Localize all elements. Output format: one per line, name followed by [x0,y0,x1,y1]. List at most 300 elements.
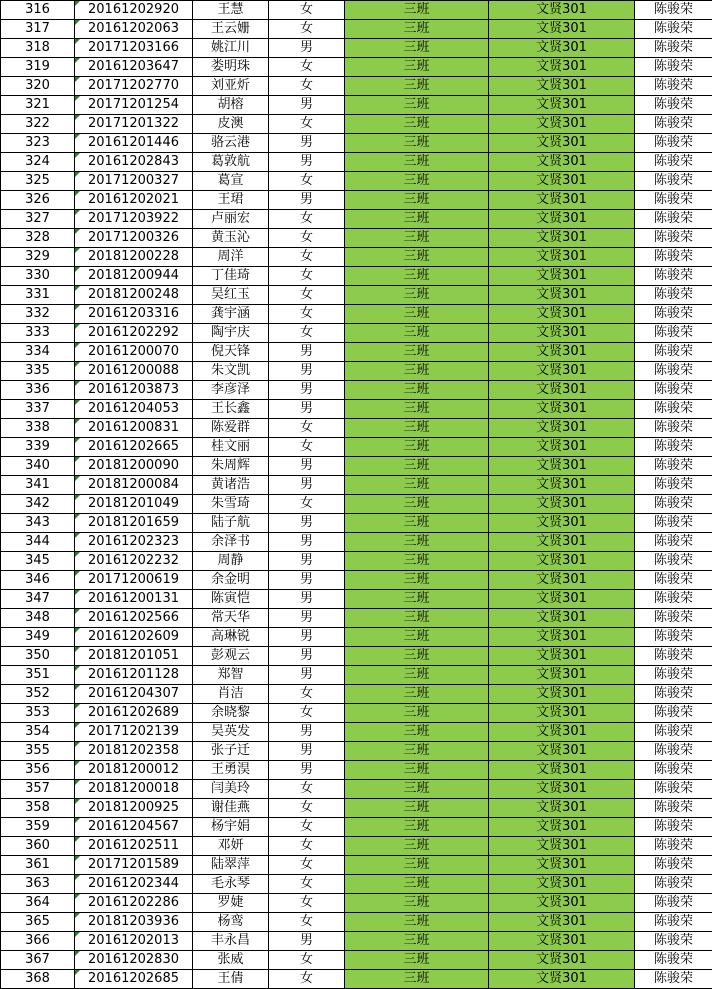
table-row[interactable] [1,647,712,666]
student-name-cell[interactable]: 王慧 [193,1,269,20]
classroom-cell[interactable]: 文贤301 [489,932,635,951]
student-id-cell[interactable]: 20161200088 [75,362,193,381]
classroom-cell[interactable]: 文贤301 [489,647,635,666]
row-number-cell[interactable]: 356 [1,761,75,780]
classroom-cell[interactable]: 文贤301 [489,248,635,267]
teacher-name-cell[interactable]: 陈骏荣 [635,248,712,267]
student-name-cell[interactable]: 娄明珠 [193,58,269,77]
student-name-cell[interactable]: 朱文凯 [193,362,269,381]
table-row[interactable] [1,894,712,913]
gender-cell[interactable]: 男 [269,476,345,495]
teacher-name-cell[interactable]: 陈骏荣 [635,115,712,134]
gender-cell[interactable]: 女 [269,419,345,438]
class-name-cell[interactable]: 三班 [345,229,489,248]
table-row[interactable] [1,476,712,495]
row-number-cell[interactable]: 360 [1,837,75,856]
student-name-cell[interactable]: 龚宇涵 [193,305,269,324]
class-name-cell[interactable]: 三班 [345,856,489,875]
class-name-cell[interactable]: 三班 [345,210,489,229]
classroom-cell[interactable]: 文贤301 [489,20,635,39]
table-row[interactable] [1,134,712,153]
classroom-cell[interactable]: 文贤301 [489,875,635,894]
teacher-name-cell[interactable]: 陈骏荣 [635,134,712,153]
student-name-cell[interactable]: 卢丽宏 [193,210,269,229]
row-number-cell[interactable]: 321 [1,96,75,115]
table-row[interactable] [1,495,712,514]
gender-cell[interactable]: 女 [269,685,345,704]
table-row[interactable] [1,39,712,58]
table-row[interactable] [1,742,712,761]
student-id-cell[interactable]: 20161202344 [75,875,193,894]
gender-cell[interactable]: 女 [269,780,345,799]
student-id-cell[interactable]: 20181200248 [75,286,193,305]
gender-cell[interactable]: 女 [269,248,345,267]
class-name-cell[interactable]: 三班 [345,970,489,989]
gender-cell[interactable]: 男 [269,932,345,951]
class-name-cell[interactable]: 三班 [345,343,489,362]
teacher-name-cell[interactable]: 陈骏荣 [635,837,712,856]
teacher-name-cell[interactable]: 陈骏荣 [635,153,712,172]
class-name-cell[interactable]: 三班 [345,647,489,666]
table-row[interactable] [1,970,712,989]
row-number-cell[interactable]: 357 [1,780,75,799]
table-row[interactable] [1,381,712,400]
student-name-cell[interactable]: 王珺 [193,191,269,210]
gender-cell[interactable]: 女 [269,495,345,514]
student-name-cell[interactable]: 余金明 [193,571,269,590]
class-name-cell[interactable]: 三班 [345,704,489,723]
class-name-cell[interactable]: 三班 [345,818,489,837]
gender-cell[interactable]: 男 [269,343,345,362]
teacher-name-cell[interactable]: 陈骏荣 [635,267,712,286]
table-row[interactable] [1,666,712,685]
teacher-name-cell[interactable]: 陈骏荣 [635,419,712,438]
row-number-cell[interactable]: 343 [1,514,75,533]
classroom-cell[interactable]: 文贤301 [489,590,635,609]
row-number-cell[interactable]: 327 [1,210,75,229]
class-name-cell[interactable]: 三班 [345,20,489,39]
classroom-cell[interactable]: 文贤301 [489,438,635,457]
student-name-cell[interactable]: 朱雪琦 [193,495,269,514]
row-number-cell[interactable]: 340 [1,457,75,476]
class-name-cell[interactable]: 三班 [345,172,489,191]
student-id-cell[interactable]: 20161200070 [75,343,193,362]
row-number-cell[interactable]: 320 [1,77,75,96]
class-name-cell[interactable]: 三班 [345,1,489,20]
student-id-cell[interactable]: 20161203316 [75,305,193,324]
row-number-cell[interactable]: 346 [1,571,75,590]
classroom-cell[interactable]: 文贤301 [489,685,635,704]
gender-cell[interactable]: 男 [269,742,345,761]
gender-cell[interactable]: 女 [269,324,345,343]
student-id-cell[interactable]: 20161202323 [75,533,193,552]
gender-cell[interactable]: 女 [269,229,345,248]
student-name-cell[interactable]: 周静 [193,552,269,571]
student-name-cell[interactable]: 黄诸浩 [193,476,269,495]
student-id-cell[interactable]: 20181203936 [75,913,193,932]
gender-cell[interactable]: 男 [269,609,345,628]
class-name-cell[interactable]: 三班 [345,609,489,628]
teacher-name-cell[interactable]: 陈骏荣 [635,77,712,96]
classroom-cell[interactable]: 文贤301 [489,362,635,381]
classroom-cell[interactable]: 文贤301 [489,153,635,172]
classroom-cell[interactable]: 文贤301 [489,818,635,837]
student-name-cell[interactable]: 姚江川 [193,39,269,58]
gender-cell[interactable]: 男 [269,134,345,153]
row-number-cell[interactable]: 318 [1,39,75,58]
student-id-cell[interactable]: 20171203922 [75,210,193,229]
teacher-name-cell[interactable]: 陈骏荣 [635,20,712,39]
classroom-cell[interactable]: 文贤301 [489,286,635,305]
class-name-cell[interactable]: 三班 [345,590,489,609]
teacher-name-cell[interactable]: 陈骏荣 [635,210,712,229]
class-name-cell[interactable]: 三班 [345,875,489,894]
classroom-cell[interactable]: 文贤301 [489,894,635,913]
gender-cell[interactable]: 男 [269,514,345,533]
row-number-cell[interactable]: 322 [1,115,75,134]
student-id-cell[interactable]: 20161202685 [75,970,193,989]
table-row[interactable] [1,761,712,780]
student-id-cell[interactable]: 20181202358 [75,742,193,761]
student-id-cell[interactable]: 20161202063 [75,20,193,39]
gender-cell[interactable]: 女 [269,267,345,286]
student-name-cell[interactable]: 闫美玲 [193,780,269,799]
table-row[interactable] [1,875,712,894]
table-row[interactable] [1,172,712,191]
student-id-cell[interactable]: 20171201589 [75,856,193,875]
gender-cell[interactable]: 男 [269,723,345,742]
row-number-cell[interactable]: 344 [1,533,75,552]
teacher-name-cell[interactable]: 陈骏荣 [635,476,712,495]
student-id-cell[interactable]: 20161202830 [75,951,193,970]
table-row[interactable] [1,628,712,647]
table-row[interactable] [1,704,712,723]
teacher-name-cell[interactable]: 陈骏荣 [635,571,712,590]
classroom-cell[interactable]: 文贤301 [489,856,635,875]
student-id-cell[interactable]: 20161202665 [75,438,193,457]
row-number-cell[interactable]: 328 [1,229,75,248]
row-number-cell[interactable]: 347 [1,590,75,609]
teacher-name-cell[interactable]: 陈骏荣 [635,438,712,457]
row-number-cell[interactable]: 334 [1,343,75,362]
gender-cell[interactable]: 女 [269,704,345,723]
table-row[interactable] [1,77,712,96]
student-name-cell[interactable]: 吴英发 [193,723,269,742]
row-number-cell[interactable]: 316 [1,1,75,20]
class-name-cell[interactable]: 三班 [345,305,489,324]
classroom-cell[interactable]: 文贤301 [489,476,635,495]
table-row[interactable] [1,286,712,305]
classroom-cell[interactable]: 文贤301 [489,96,635,115]
classroom-cell[interactable]: 文贤301 [489,533,635,552]
table-row[interactable] [1,552,712,571]
classroom-cell[interactable]: 文贤301 [489,951,635,970]
student-id-cell[interactable]: 20171200619 [75,571,193,590]
student-id-cell[interactable]: 20181200012 [75,761,193,780]
student-id-cell[interactable]: 20181201659 [75,514,193,533]
class-name-cell[interactable]: 三班 [345,533,489,552]
student-id-cell[interactable]: 20161202292 [75,324,193,343]
teacher-name-cell[interactable]: 陈骏荣 [635,970,712,989]
row-number-cell[interactable]: 350 [1,647,75,666]
class-name-cell[interactable]: 三班 [345,324,489,343]
student-name-cell[interactable]: 周洋 [193,248,269,267]
gender-cell[interactable]: 女 [269,951,345,970]
class-name-cell[interactable]: 三班 [345,932,489,951]
student-id-cell[interactable]: 20181200084 [75,476,193,495]
class-name-cell[interactable]: 三班 [345,628,489,647]
student-name-cell[interactable]: 王勇淏 [193,761,269,780]
teacher-name-cell[interactable]: 陈骏荣 [635,172,712,191]
row-number-cell[interactable]: 341 [1,476,75,495]
student-name-cell[interactable]: 张子迁 [193,742,269,761]
row-number-cell[interactable]: 366 [1,932,75,951]
student-id-cell[interactable]: 20171201254 [75,96,193,115]
teacher-name-cell[interactable]: 陈骏荣 [635,666,712,685]
table-row[interactable] [1,590,712,609]
row-number-cell[interactable]: 355 [1,742,75,761]
classroom-cell[interactable]: 文贤301 [489,704,635,723]
table-row[interactable] [1,305,712,324]
table-row[interactable] [1,780,712,799]
row-number-cell[interactable]: 359 [1,818,75,837]
student-id-cell[interactable]: 20181201051 [75,647,193,666]
teacher-name-cell[interactable]: 陈骏荣 [635,191,712,210]
table-row[interactable] [1,153,712,172]
classroom-cell[interactable]: 文贤301 [489,609,635,628]
gender-cell[interactable]: 男 [269,628,345,647]
table-row[interactable] [1,856,712,875]
row-number-cell[interactable]: 364 [1,894,75,913]
gender-cell[interactable]: 男 [269,381,345,400]
student-name-cell[interactable]: 余泽书 [193,533,269,552]
student-name-cell[interactable]: 葛敦航 [193,153,269,172]
student-id-cell[interactable]: 20161202232 [75,552,193,571]
table-row[interactable] [1,723,712,742]
class-name-cell[interactable]: 三班 [345,39,489,58]
row-number-cell[interactable]: 330 [1,267,75,286]
teacher-name-cell[interactable]: 陈骏荣 [635,495,712,514]
gender-cell[interactable]: 女 [269,77,345,96]
row-number-cell[interactable]: 351 [1,666,75,685]
teacher-name-cell[interactable]: 陈骏荣 [635,628,712,647]
student-id-cell[interactable]: 20171202770 [75,77,193,96]
row-number-cell[interactable]: 319 [1,58,75,77]
classroom-cell[interactable]: 文贤301 [489,495,635,514]
student-name-cell[interactable]: 张威 [193,951,269,970]
student-id-cell[interactable]: 20171200326 [75,229,193,248]
student-name-cell[interactable]: 王云姗 [193,20,269,39]
student-name-cell[interactable]: 陶宇庆 [193,324,269,343]
row-number-cell[interactable]: 331 [1,286,75,305]
teacher-name-cell[interactable]: 陈骏荣 [635,875,712,894]
classroom-cell[interactable]: 文贤301 [489,267,635,286]
teacher-name-cell[interactable]: 陈骏荣 [635,685,712,704]
teacher-name-cell[interactable]: 陈骏荣 [635,58,712,77]
gender-cell[interactable]: 男 [269,96,345,115]
teacher-name-cell[interactable]: 陈骏荣 [635,799,712,818]
gender-cell[interactable]: 女 [269,875,345,894]
teacher-name-cell[interactable]: 陈骏荣 [635,552,712,571]
teacher-name-cell[interactable]: 陈骏荣 [635,533,712,552]
row-number-cell[interactable]: 326 [1,191,75,210]
student-name-cell[interactable]: 彭观云 [193,647,269,666]
student-name-cell[interactable]: 高琳锐 [193,628,269,647]
teacher-name-cell[interactable]: 陈骏荣 [635,818,712,837]
student-name-cell[interactable]: 陈寅恺 [193,590,269,609]
class-name-cell[interactable]: 三班 [345,191,489,210]
student-id-cell[interactable]: 20161202566 [75,609,193,628]
classroom-cell[interactable]: 文贤301 [489,229,635,248]
table-row[interactable] [1,324,712,343]
table-row[interactable] [1,229,712,248]
class-name-cell[interactable]: 三班 [345,115,489,134]
student-name-cell[interactable]: 刘亚炘 [193,77,269,96]
student-id-cell[interactable]: 20181200018 [75,780,193,799]
student-id-cell[interactable]: 20161202920 [75,1,193,20]
student-id-cell[interactable]: 20161202013 [75,932,193,951]
gender-cell[interactable]: 男 [269,761,345,780]
class-name-cell[interactable]: 三班 [345,742,489,761]
row-number-cell[interactable]: 335 [1,362,75,381]
teacher-name-cell[interactable]: 陈骏荣 [635,96,712,115]
table-row[interactable] [1,533,712,552]
student-name-cell[interactable]: 倪天锋 [193,343,269,362]
class-name-cell[interactable]: 三班 [345,58,489,77]
classroom-cell[interactable]: 文贤301 [489,191,635,210]
student-id-cell[interactable]: 20181200944 [75,267,193,286]
row-number-cell[interactable]: 358 [1,799,75,818]
student-id-cell[interactable]: 20161202286 [75,894,193,913]
row-number-cell[interactable]: 349 [1,628,75,647]
student-name-cell[interactable]: 骆云港 [193,134,269,153]
classroom-cell[interactable]: 文贤301 [489,628,635,647]
class-name-cell[interactable]: 三班 [345,419,489,438]
student-id-cell[interactable]: 20161203873 [75,381,193,400]
student-name-cell[interactable]: 杨宇娟 [193,818,269,837]
teacher-name-cell[interactable]: 陈骏荣 [635,723,712,742]
gender-cell[interactable]: 男 [269,647,345,666]
student-id-cell[interactable]: 20161202511 [75,837,193,856]
row-number-cell[interactable]: 325 [1,172,75,191]
student-id-cell[interactable]: 20161204307 [75,685,193,704]
row-number-cell[interactable]: 354 [1,723,75,742]
class-name-cell[interactable]: 三班 [345,77,489,96]
student-name-cell[interactable]: 谢佳燕 [193,799,269,818]
class-name-cell[interactable]: 三班 [345,438,489,457]
gender-cell[interactable]: 男 [269,533,345,552]
gender-cell[interactable]: 男 [269,590,345,609]
class-name-cell[interactable]: 三班 [345,153,489,172]
teacher-name-cell[interactable]: 陈骏荣 [635,704,712,723]
class-name-cell[interactable]: 三班 [345,913,489,932]
class-name-cell[interactable]: 三班 [345,286,489,305]
classroom-cell[interactable]: 文贤301 [489,58,635,77]
teacher-name-cell[interactable]: 陈骏荣 [635,780,712,799]
classroom-cell[interactable]: 文贤301 [489,134,635,153]
classroom-cell[interactable]: 文贤301 [489,115,635,134]
student-name-cell[interactable]: 陆翠萍 [193,856,269,875]
table-row[interactable] [1,438,712,457]
row-number-cell[interactable]: 317 [1,20,75,39]
student-name-cell[interactable]: 胡榕 [193,96,269,115]
student-id-cell[interactable]: 20171201322 [75,115,193,134]
gender-cell[interactable]: 女 [269,818,345,837]
table-row[interactable] [1,191,712,210]
row-number-cell[interactable]: 324 [1,153,75,172]
row-number-cell[interactable]: 348 [1,609,75,628]
student-id-cell[interactable]: 20181200090 [75,457,193,476]
classroom-cell[interactable]: 文贤301 [489,666,635,685]
teacher-name-cell[interactable]: 陈骏荣 [635,362,712,381]
classroom-cell[interactable]: 文贤301 [489,400,635,419]
row-number-cell[interactable]: 323 [1,134,75,153]
classroom-cell[interactable]: 文贤301 [489,419,635,438]
class-name-cell[interactable]: 三班 [345,514,489,533]
table-row[interactable] [1,20,712,39]
row-number-cell[interactable]: 337 [1,400,75,419]
classroom-cell[interactable]: 文贤301 [489,172,635,191]
student-name-cell[interactable]: 邓妍 [193,837,269,856]
row-number-cell[interactable]: 338 [1,419,75,438]
student-id-cell[interactable]: 20161204567 [75,818,193,837]
gender-cell[interactable]: 男 [269,552,345,571]
gender-cell[interactable]: 女 [269,856,345,875]
gender-cell[interactable]: 女 [269,970,345,989]
gender-cell[interactable]: 男 [269,666,345,685]
gender-cell[interactable]: 女 [269,438,345,457]
teacher-name-cell[interactable]: 陈骏荣 [635,229,712,248]
student-id-cell[interactable]: 20181201049 [75,495,193,514]
classroom-cell[interactable]: 文贤301 [489,381,635,400]
table-row[interactable] [1,951,712,970]
table-row[interactable] [1,799,712,818]
classroom-cell[interactable]: 文贤301 [489,723,635,742]
classroom-cell[interactable]: 文贤301 [489,457,635,476]
classroom-cell[interactable]: 文贤301 [489,970,635,989]
student-name-cell[interactable]: 皮澳 [193,115,269,134]
row-number-cell[interactable]: 361 [1,856,75,875]
teacher-name-cell[interactable]: 陈骏荣 [635,514,712,533]
student-id-cell[interactable]: 20161204053 [75,400,193,419]
student-name-cell[interactable]: 杨鸾 [193,913,269,932]
table-row[interactable] [1,932,712,951]
gender-cell[interactable]: 男 [269,39,345,58]
teacher-name-cell[interactable]: 陈骏荣 [635,324,712,343]
teacher-name-cell[interactable]: 陈骏荣 [635,305,712,324]
classroom-cell[interactable]: 文贤301 [489,39,635,58]
teacher-name-cell[interactable]: 陈骏荣 [635,647,712,666]
row-number-cell[interactable]: 332 [1,305,75,324]
student-id-cell[interactable]: 20161202689 [75,704,193,723]
student-name-cell[interactable]: 余晓黎 [193,704,269,723]
student-id-cell[interactable]: 20161202021 [75,191,193,210]
student-name-cell[interactable]: 陈爱群 [193,419,269,438]
gender-cell[interactable]: 女 [269,305,345,324]
row-number-cell[interactable]: 365 [1,913,75,932]
classroom-cell[interactable]: 文贤301 [489,514,635,533]
classroom-cell[interactable]: 文贤301 [489,913,635,932]
student-id-cell[interactable]: 20181200925 [75,799,193,818]
student-id-cell[interactable]: 20161202843 [75,153,193,172]
table-row[interactable] [1,400,712,419]
student-id-cell[interactable]: 20171200327 [75,172,193,191]
class-name-cell[interactable]: 三班 [345,248,489,267]
class-name-cell[interactable]: 三班 [345,837,489,856]
teacher-name-cell[interactable]: 陈骏荣 [635,381,712,400]
gender-cell[interactable]: 女 [269,172,345,191]
teacher-name-cell[interactable]: 陈骏荣 [635,590,712,609]
